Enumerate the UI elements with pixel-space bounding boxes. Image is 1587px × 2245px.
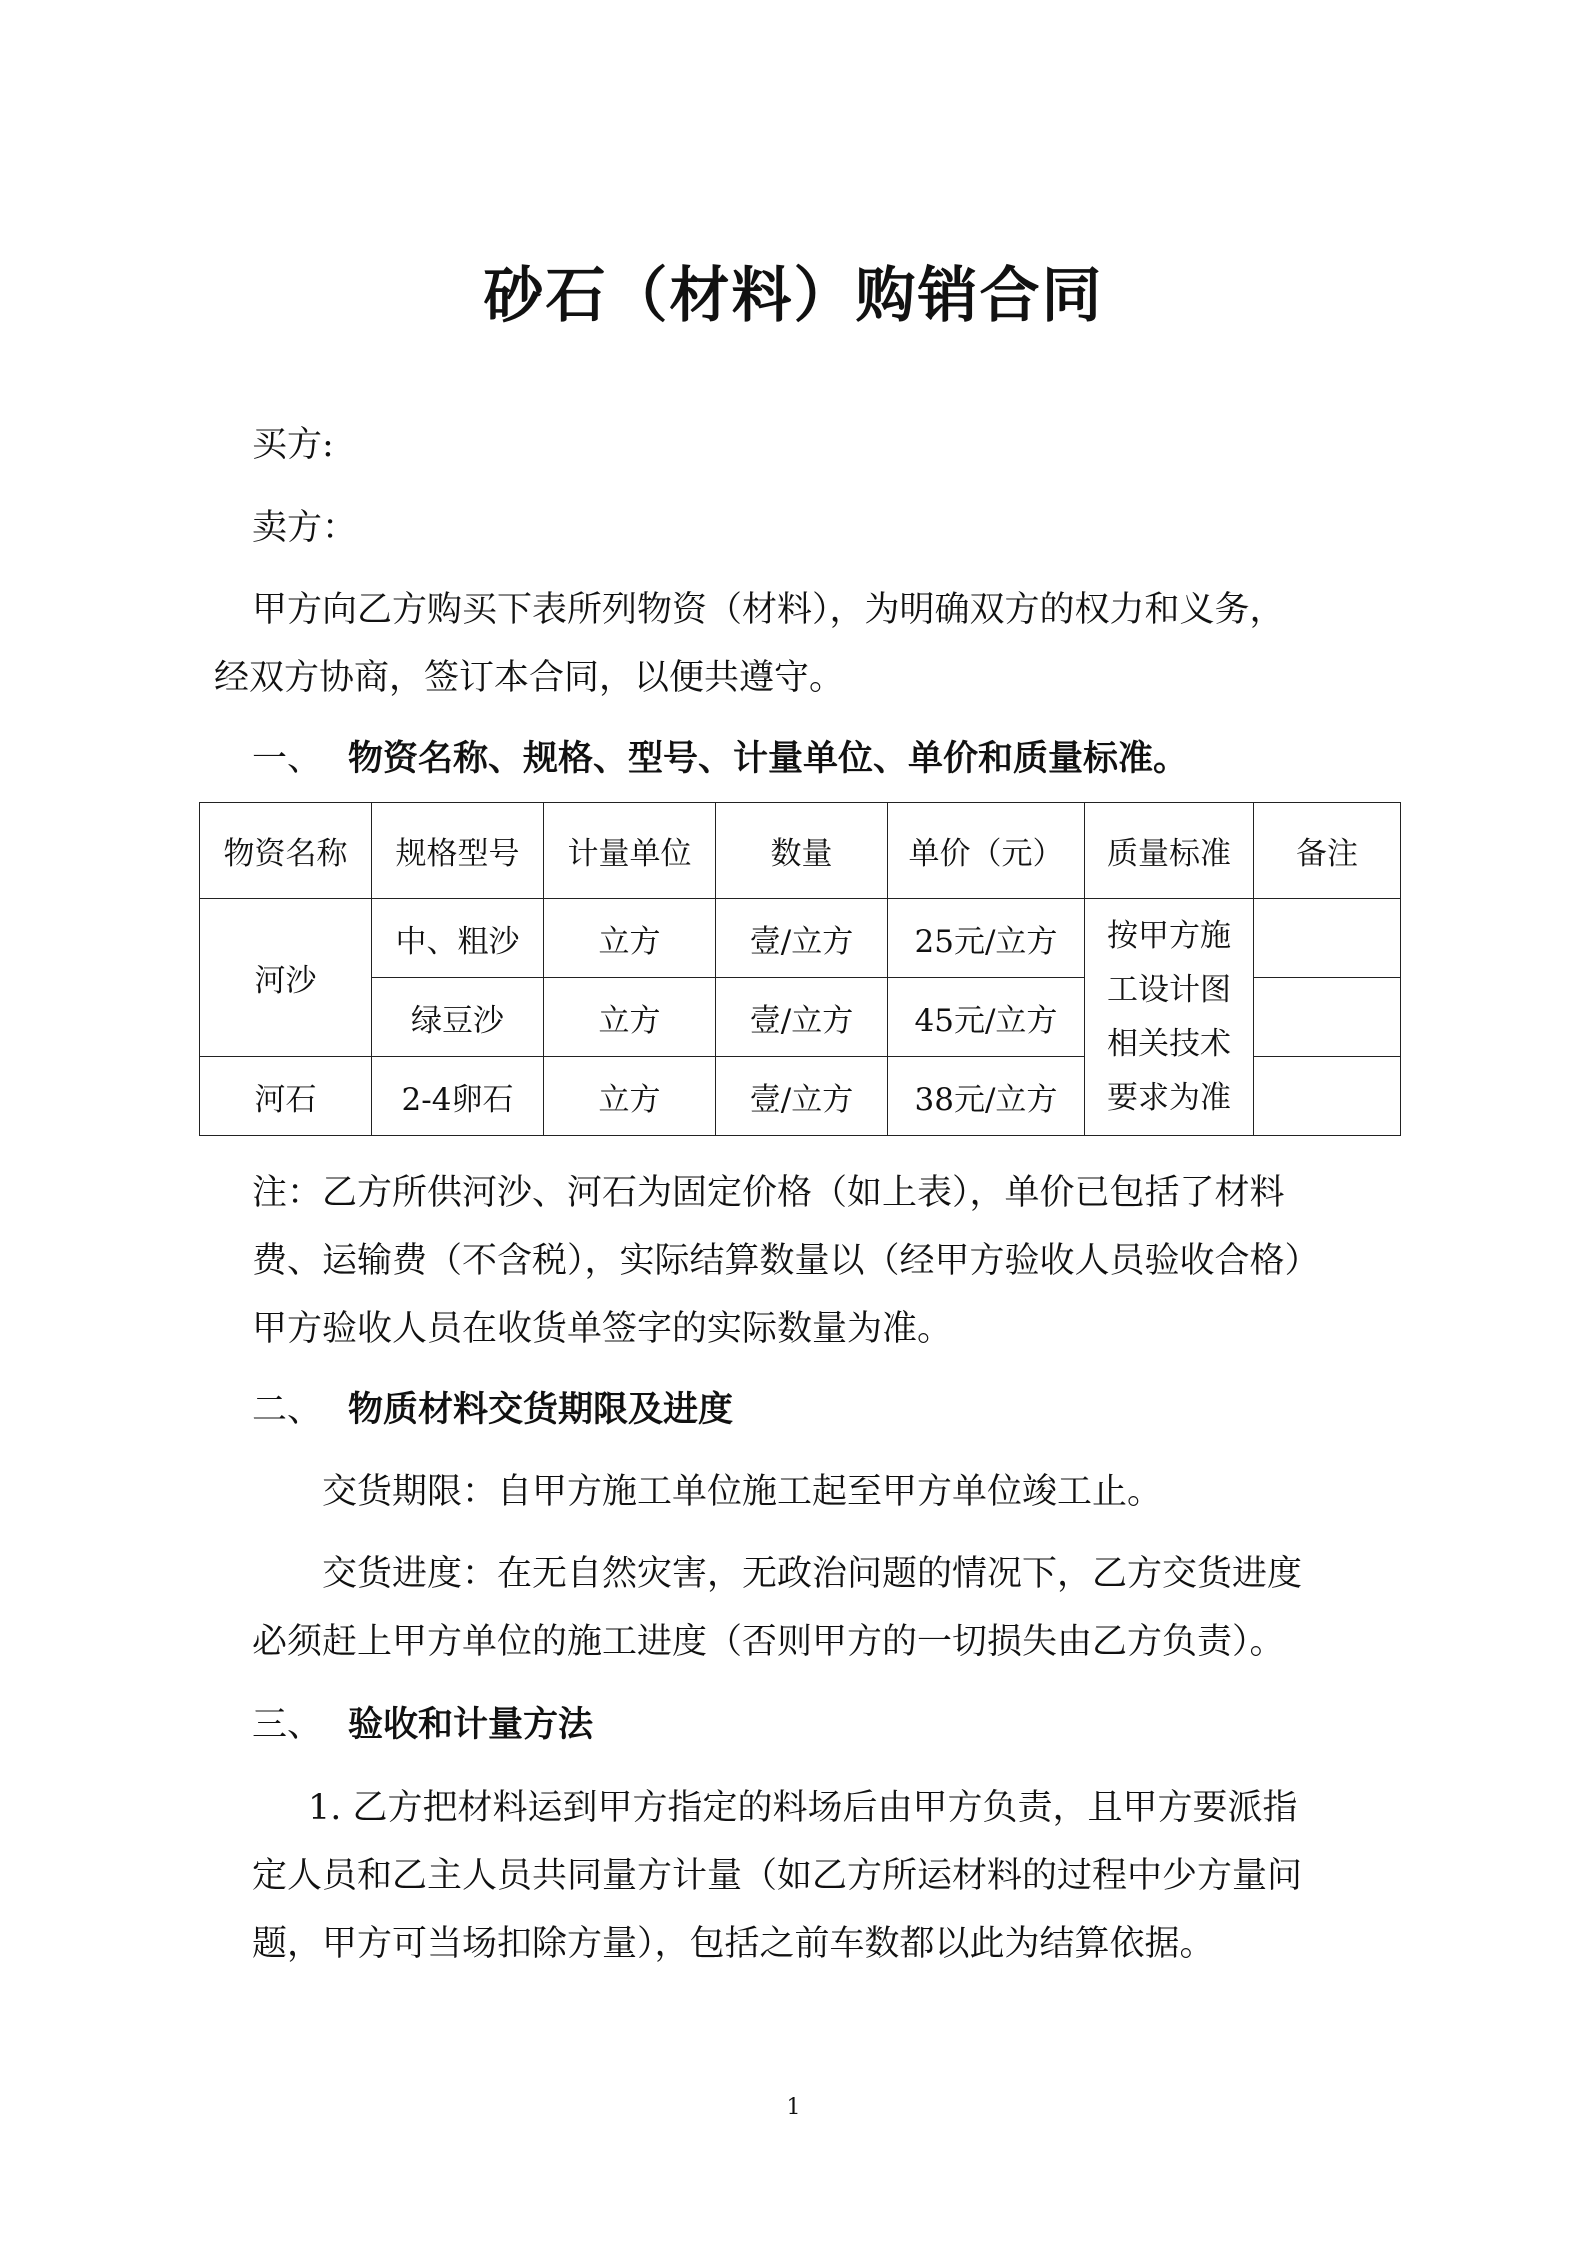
table-row [200,899,1401,978]
spec-cell: 绿豆沙 [372,978,544,1057]
unit-cell: 立方 [544,899,716,978]
section-1-heading [252,724,1188,794]
section-2-number: 二、 [252,1390,323,1430]
materials-table [199,802,1401,1136]
quality-line: 要求为准 [1107,1080,1231,1116]
price-cell: 25元/立方 [888,899,1085,978]
section-2-title: 物质材料交货期限及进度 [348,1390,734,1430]
material-name-cell: 河沙 [200,899,372,1057]
section-3-number: 三、 [252,1705,323,1745]
note-cell [1254,1057,1401,1136]
header-cell: 数量 [716,803,888,899]
quality-line: 按甲方施 [1107,918,1231,954]
note-cell [1254,978,1401,1057]
delivery-deadline: 交货期限：自甲方施工单位施工起至甲方单位竣工止。 [322,1472,1163,1512]
header-cell: 单价（元） [888,803,1085,899]
section-3-item-1-line-1: 1. 乙方把材料运到甲方指定的料场后由甲方负责，且甲方要派指 [308,1788,1298,1828]
unit-cell: 立方 [544,978,716,1057]
section-2-heading [252,1375,733,1445]
unit-cell: 立方 [544,1057,716,1136]
section-3-heading [252,1690,593,1760]
quality-standard-cell [1085,899,1254,1136]
note-line-1: 注：乙方所供河沙、河石为固定价格（如上表），单价已包括了材料 [252,1173,1285,1213]
quantity-cell: 壹/立方 [716,978,888,1057]
intro-line-1: 甲方向乙方购买下表所列物资（材料），为明确双方的权力和义务， [252,590,1285,630]
section-1-title: 物资名称、规格、型号、计量单位、单价和质量标准。 [348,739,1189,779]
price-cell: 45元/立方 [888,978,1085,1057]
note-line-2: 费、运输费（不含税），实际结算数量以（经甲方验收人员验收合格） [252,1241,1320,1281]
page-title: 砂石（材料）购销合同 [483,261,1104,331]
spec-cell: 2-4卵石 [372,1057,544,1136]
quantity-cell: 壹/立方 [716,1057,888,1136]
price-cell: 38元/立方 [888,1057,1085,1136]
section-3-title: 验收和计量方法 [348,1705,594,1745]
page-number: 1 [786,2095,801,2120]
header-cell: 规格型号 [372,803,544,899]
quantity-cell: 壹/立方 [716,899,888,978]
section-1-number: 一、 [252,739,323,779]
note-line-3: 甲方验收人员在收货单签字的实际数量为准。 [252,1309,953,1349]
intro-line-2: 经双方协商，签订本合同，以便共遵守。 [214,658,845,698]
section-3-item-1-line-2: 定人员和乙主人员共同量方计量（如乙方所运材料的过程中少方量问 [252,1856,1303,1896]
quality-line: 相关技术 [1107,1026,1231,1062]
delivery-progress-line-2: 必须赶上甲方单位的施工进度（否则甲方的一切损失由乙方负责）。 [252,1622,1285,1662]
header-cell: 物资名称 [200,803,372,899]
spec-cell: 中、粗沙 [372,899,544,978]
section-3-item-1-line-3: 题，甲方可当场扣除方量），包括之前车数都以此为结算依据。 [252,1924,1215,1964]
material-name-cell: 河石 [200,1057,372,1136]
header-cell: 备注 [1254,803,1401,899]
header-cell: 计量单位 [544,803,716,899]
note-cell [1254,899,1401,978]
header-cell: 质量标准 [1085,803,1254,899]
table-header-row [200,803,1401,899]
delivery-progress-line-1: 交货进度：在无自然灾害，无政治问题的情况下，乙方交货进度 [322,1554,1303,1594]
buyer-label: 买方: [252,425,334,465]
seller-label: 卖方： [252,508,358,548]
quality-line: 工设计图 [1107,972,1231,1008]
